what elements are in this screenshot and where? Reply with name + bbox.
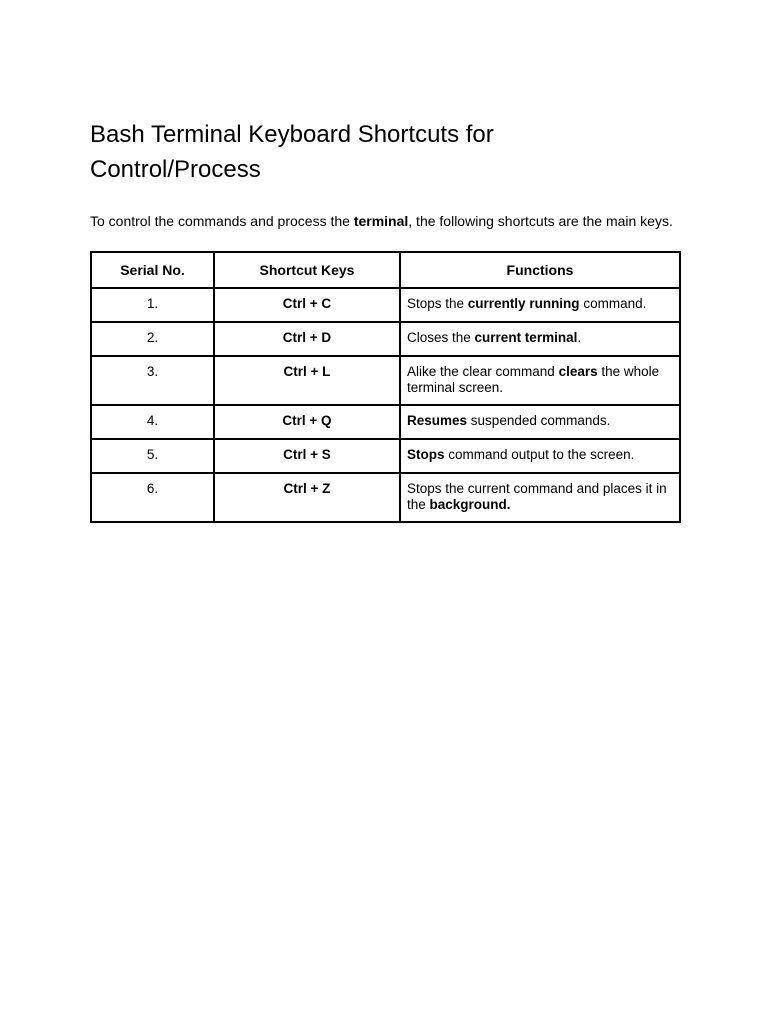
shortcuts-table [90,251,681,523]
function-text: command. [579,296,647,311]
table-row [91,405,680,439]
table-row [91,356,680,405]
function-text-bold: Resumes [407,413,468,428]
function-text: the whole terminal screen. [407,364,660,395]
serial-cell: 5. [91,439,214,473]
serial-cell: 6. [91,473,214,522]
table-row [91,473,680,522]
header-serial-no: Serial No. [91,252,214,288]
serial-cell: 4. [91,405,214,439]
serial-cell: 3. [91,356,214,405]
function-cell [400,322,680,356]
function-text-bold: clears [558,364,598,379]
shortcut-key-cell: Ctrl + S [214,439,400,473]
function-cell [400,439,680,473]
serial-cell: 2. [91,322,214,356]
function-text: command output to the screen. [444,447,635,462]
function-text: suspended commands. [467,413,611,428]
function-text-bold: background. [429,497,511,512]
page-title-line-1: Bash Terminal Keyboard Shortcuts for [90,121,494,148]
serial-cell: 1. [91,288,214,322]
function-text: Closes the [407,330,475,345]
table-row [91,288,680,322]
function-cell [400,473,680,522]
function-cell [400,288,680,322]
intro-paragraph [90,213,730,230]
shortcut-key-cell: Ctrl + Q [214,405,400,439]
function-text: Alike the clear command [407,364,559,379]
function-text-bold: current terminal [474,330,578,345]
intro-text-bold: terminal [353,213,409,229]
intro-text-start: To control the commands and process the [90,213,354,229]
function-text: Stops the [407,296,468,311]
header-shortcut-keys: Shortcut Keys [214,252,400,288]
shortcut-key-cell: Ctrl + C [214,288,400,322]
table-header-row [91,252,680,288]
table-row [91,439,680,473]
page-title [90,117,690,187]
function-text: . [577,330,582,345]
shortcut-key-cell: Ctrl + Z [214,473,400,522]
function-cell [400,356,680,405]
intro-text-end: , the following shortcuts are the main keys. [408,213,673,229]
page-title-line-2: Control/Process [90,156,261,183]
shortcut-key-cell: Ctrl + D [214,322,400,356]
function-text: Stops the current command and places it in the [407,481,667,512]
table-row [91,322,680,356]
header-functions: Functions [400,252,680,288]
shortcut-key-cell: Ctrl + L [214,356,400,405]
function-cell [400,405,680,439]
function-text-bold: Stops [407,447,445,462]
function-text-bold: currently running [467,296,580,311]
